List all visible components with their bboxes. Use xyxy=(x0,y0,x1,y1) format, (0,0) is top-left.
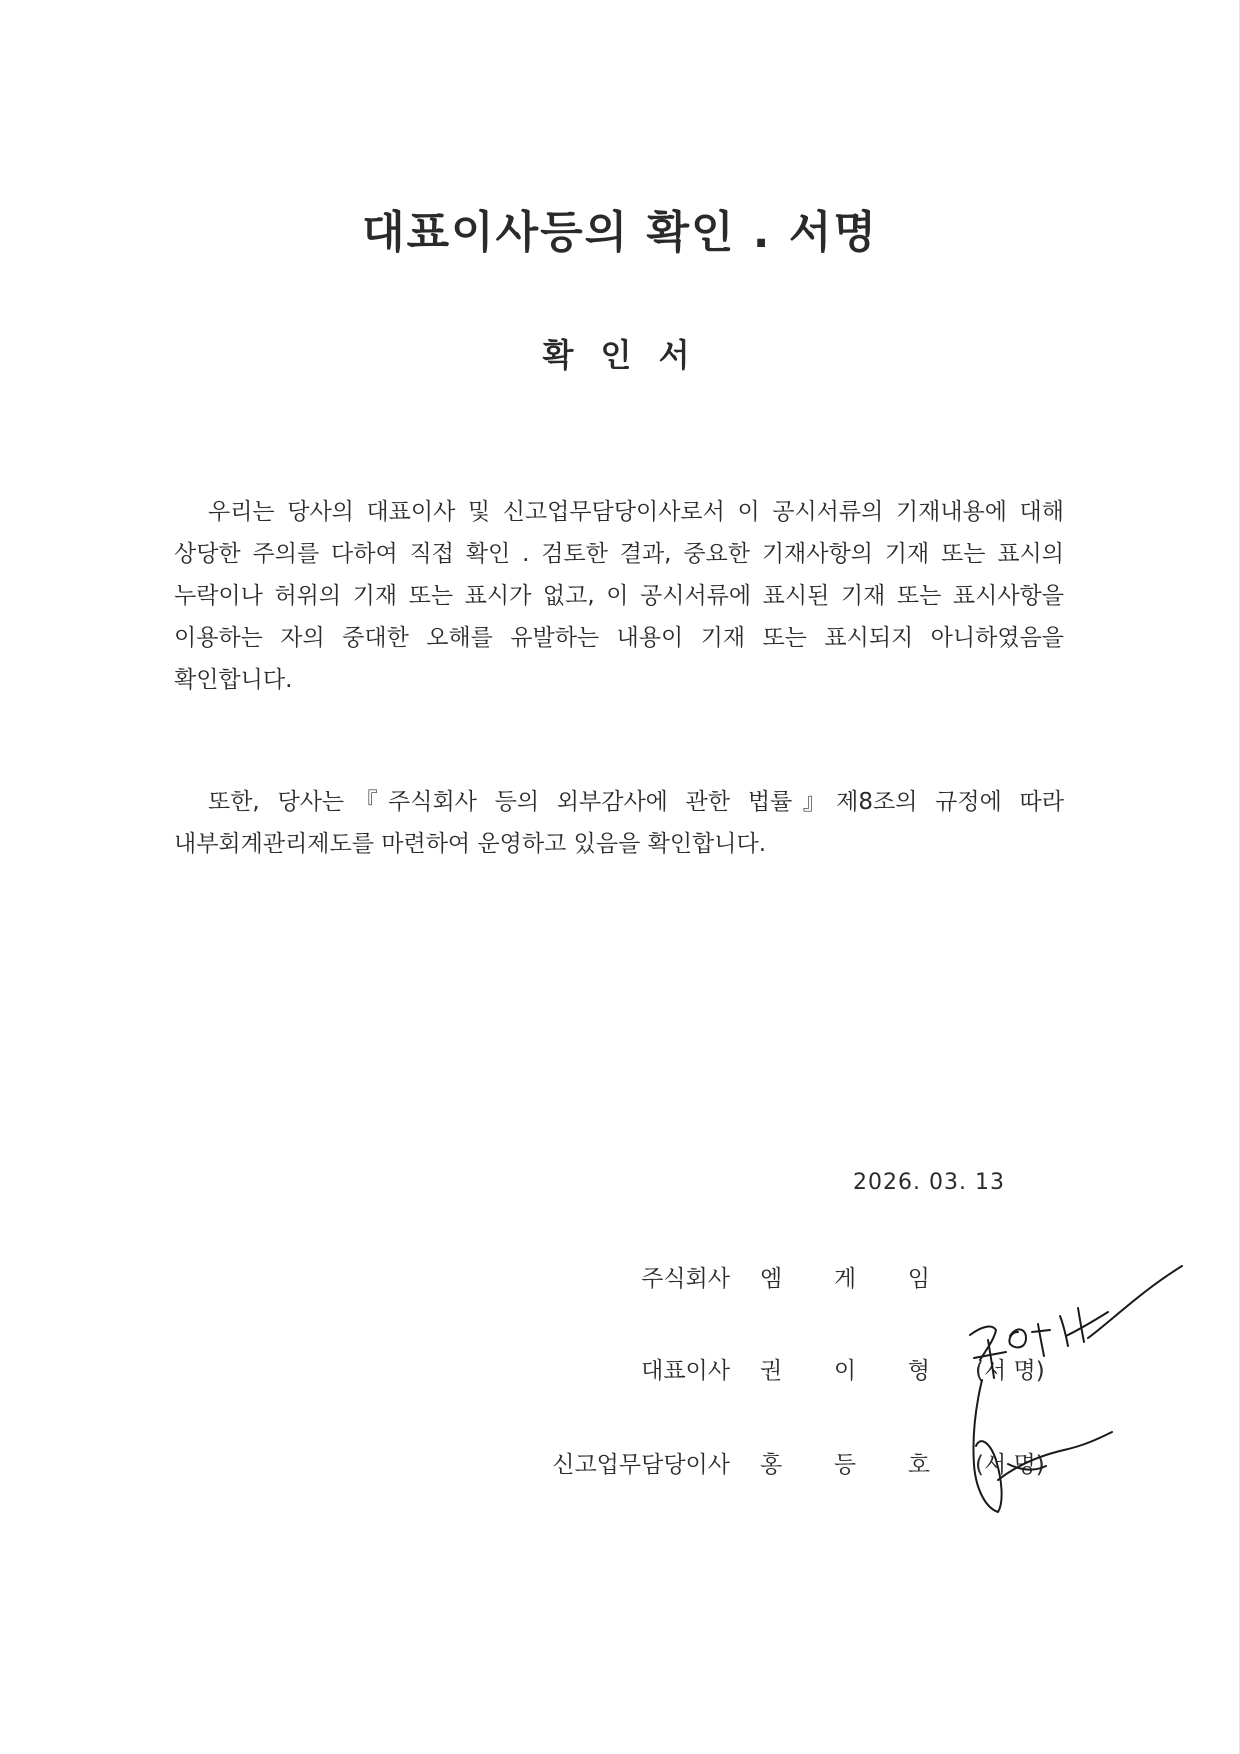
company-label: 주식회사 xyxy=(641,1266,730,1292)
name-char: 형 xyxy=(907,1358,930,1384)
cfo-sign-mark: (서 명) xyxy=(975,1452,1045,1478)
name-char: 게 xyxy=(833,1266,857,1292)
ceo-name xyxy=(760,1352,930,1385)
company-name xyxy=(760,1260,930,1293)
name-char: 등 xyxy=(833,1452,857,1478)
cfo-name xyxy=(760,1446,930,1479)
confirmation-paragraph: 우리는 당사의 대표이사 및 신고업무담당이사로서 이 공시서류의 기재내용에 대해 상당한 주의를 다하여 직접 확인 . 검토한 결과, 중요한 기재사항의 기재 또는 표시의 누락이나 허위의 기재 또는 표시가 없고, 이 공시서류에 표시된 기재 또는 표시사항을 이용하는 자의 중대한 오해를 유발하는 내용이 기재 또는 표시되지 아니하였음을 확인합니다. xyxy=(174,499,1064,693)
document-subtitle: 확 인 서 xyxy=(542,336,698,374)
ceo-row xyxy=(0,1352,1240,1392)
document-title: 대표이사등의 확인 . 서명 xyxy=(362,207,878,258)
name-char: 홍 xyxy=(760,1452,783,1478)
cfo-label: 신고업무담당이사 xyxy=(552,1452,730,1478)
cfo-row xyxy=(0,1446,1240,1486)
name-char: 호 xyxy=(907,1452,930,1478)
ceo-sign-mark: (서 명) xyxy=(975,1358,1045,1384)
name-char: 이 xyxy=(833,1358,857,1384)
name-char: 엠 xyxy=(760,1266,783,1292)
internal-control-paragraph: 또한, 당사는『주식회사 등의 외부감사에 관한 법률』제8조의 규정에 따라 내부회계관리제도를 마련하여 운영하고 있음을 확인합니다. xyxy=(174,789,1064,857)
ceo-label: 대표이사 xyxy=(641,1358,730,1384)
company-row xyxy=(0,1260,1240,1300)
document-date: 2026. 03. 13 xyxy=(853,1170,1005,1195)
name-char: 임 xyxy=(907,1266,930,1292)
name-char: 권 xyxy=(760,1358,783,1384)
